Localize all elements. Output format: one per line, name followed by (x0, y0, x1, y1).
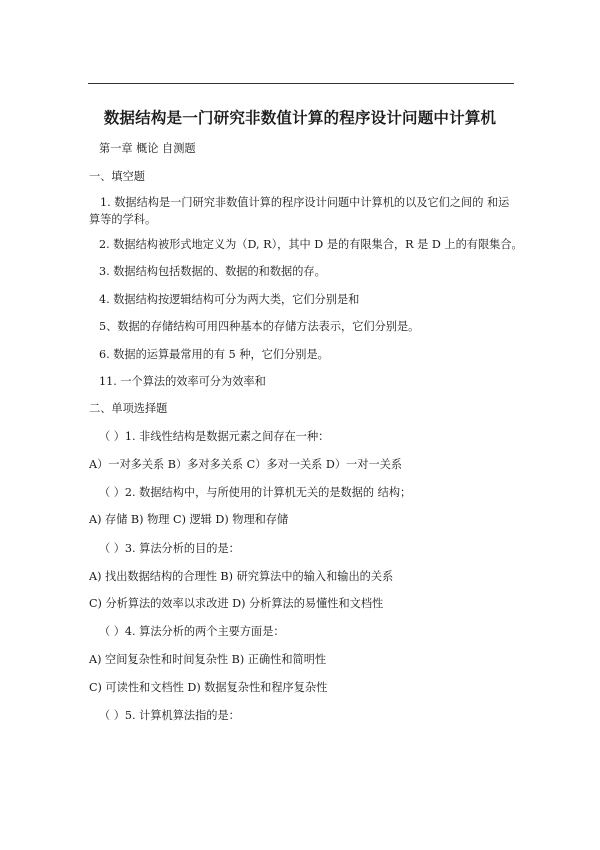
choice-options-3a: A) 找出数据结构的合理性 B) 研究算法中的输入和输出的关系 (89, 570, 394, 583)
section-heading-fill-blank: 一、填空题 (89, 170, 145, 183)
question-4: 4. 数据结构按逻辑结构可分为两大类，它们分别是和 (99, 293, 360, 306)
page-title: 数据结构是一门研究非数值计算的程序设计问题中计算机 (103, 109, 497, 127)
choice-question-3: （ ）3. 算法分析的目的是： (99, 542, 240, 555)
choice-options-2: A) 存储 B) 物理 C) 逻辑 D) 物理和存储 (89, 513, 289, 526)
question-6: 6. 数据的运算最常用的有 5 种，它们分别是。 (99, 348, 329, 361)
question-3: 3. 数据结构包括数据的、数据的和数据的存。 (99, 265, 326, 278)
question-5: 5、数据的存储结构可用四种基本的存储方法表示，它们分别是。 (99, 320, 420, 333)
header-rule (88, 83, 514, 84)
question-11: 11. 一个算法的效率可分为效率和 (99, 375, 266, 388)
choice-question-5: （ ）5. 计算机算法指的是： (99, 709, 240, 722)
chapter-heading: 第一章 概论 自测题 (99, 142, 196, 155)
choice-options-1: A）一对多关系 B）多对多关系 C）多对一关系 D）一对一关系 (89, 458, 403, 471)
choice-options-4b: C) 可读性和文档性 D) 数据复杂性和程序复杂性 (89, 681, 328, 694)
choice-question-4: （ ）4. 算法分析的两个主要方面是： (99, 625, 285, 638)
question-2: 2. 数据结构被形式地定义为（D, R），其中 D 是的有限集合，R 是 D 上的有限集合。 (99, 238, 523, 251)
choice-question-1: （ ）1. 非线性结构是数据元素之间存在一种： (99, 430, 330, 443)
choice-options-3b: C) 分析算法的效率以求改进 D) 分析算法的易懂性和文档性 (89, 597, 384, 610)
section-heading-single-choice: 二、单项选择题 (89, 402, 168, 415)
question-1: 1. 数据结构是一门研究非数值计算的程序设计问题中计算机的以及它们之间的 和运算等的学科。 (89, 196, 510, 226)
choice-options-4a: A) 空间复杂性和时间复杂性 B) 正确性和简明性 (89, 653, 327, 666)
choice-question-2: （ ）2. 数据结构中，与所使用的计算机无关的是数据的 结构； (99, 486, 412, 499)
